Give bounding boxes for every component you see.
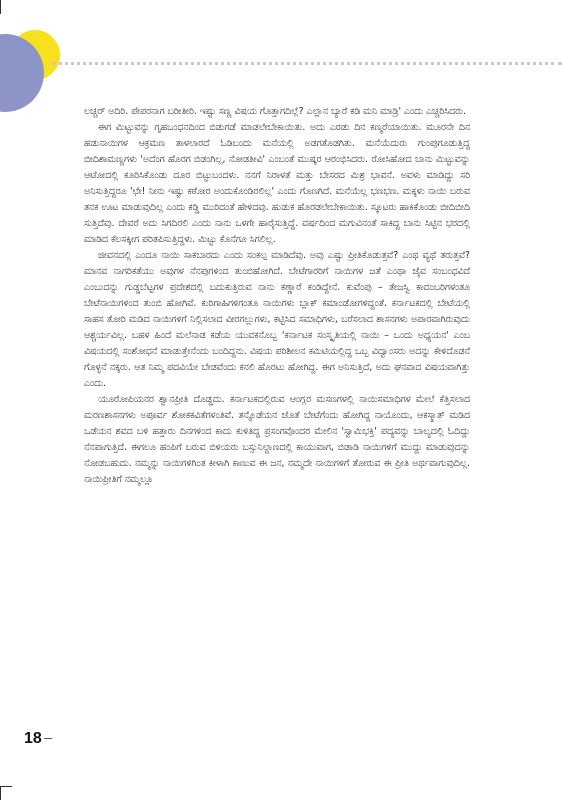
paragraph-3: ಜೀವನದಲ್ಲಿ ಎಂದೂ ನಾಯಿ ಸಾಕಬಾರದು ಎಂದು ಸಂಕಲ್ಪ ಮಾಡಿದೆವು. ಅವು ಎಷ್ಟು ಪ್ರೀತಿಕೊಡುತ್ತವೆ? ಎಂಥ ವ್ಯಥೆ ತರುತ್ತವೆ? ಮಾನವ ನಾಗರಿಕತೆಯು ಅವುಗಳ ನೆನಪುಗಳಿಂದ ತುಂಬಿಹೋಗಿದೆ. ಬೇಟೆಗಾರರಿಗೆ ನಾಯಿಗಳ ಜತೆ ಎಂಥಾ ಜೈವ ಸಂಬಂಧವಿದೆ ಎಂಬುದನ್ನು ಗುಡ್ಡಬೆಟ್ಟಗಳ ಪ್ರದೇಶದಲ್ಲಿ ಬದುಕುತ್ತಿರುವ ನಾನು ಕಣ್ಣಾರೆ ಕಂಡಿದ್ದೇನೆ. ಕುವೆಂಪು – ತೇಜಸ್ವಿ ಕಾದಂಬರಿಗಳಂತೂ ಬೇಟೆನಾಯಿಗಳಿಂದ ತುಂಬಿ ಹೋಗಿವೆ. ಕುರಿಗಾಹಿಗಳಿಗಂತೂ ನಾಯಿಗಳು ಬ್ಲಾಕ್ ಕಮಾಂಡೋಗಳಿದ್ದಂತೆ. ಕರ್ನಾಟಕದಲ್ಲಿ ಬೇಟೆಯಲ್ಲಿ ಸಾಹಸ ತೋರಿ ಮಡಿದ ನಾಯಿಗಳಿಗೆ ನಿಲ್ಲಿಸಲಾದ ವೀರಗಲ್ಲುಗಳು, ಕಟ್ಟಿಸಿದ ಸಮಾಧಿಗಳು, ಬರೆಸಲಾದ ಶಾಸನಗಳು ಅಪಾರವಾಗಿರುವುದು ಆಶ್ಚರ್ಯವಿಲ್ಲ. ಬಹಳ ಹಿಂದೆ ಮಲೆನಾಡ ಕಡೆಯ ಯುವಕನೊಬ್ಬ 'ಕರ್ನಾಟಕ ಸಂಸ್ಕೃತಿಯಲ್ಲಿ ನಾಯಿ – ಒಂದು ಅಧ್ಯಯನ' ಎಂಬ ವಿಷಯದಲ್ಲಿ ಸಂಶೋಧನೆ ಮಾಡುತ್ತೇನೆಂದು ಬಂದಿದ್ದನು. ವಿಷಯ ಪರಿಶೀಲನ ಕಮಿಟಿಯಲ್ಲಿದ್ದ ಒಬ್ಬ ವಿದ್ವಾಂಸರು ಅದನ್ನು ಕೇಳಿದೊಡನೆ ಗೊಳ್ಳನೆ ನಕ್ಕರು. ಆತ ನಿಮ್ಮ ಪದವಿಯೇ ಬೇಡವೆಂದು ಕನಲಿ ಹೊರಟು ಹೋಗಿದ್ದ. ಈಗ ಅನಿಸುತ್ತಿದೆ, ಅದು ಘನವಾದ ವಿಷಯವಾಗಿತ್ತು ಎಂದು. [84, 250, 470, 389]
crop-mark-bottom-horizontal [0, 786, 12, 787]
page-number: 18 [24, 730, 42, 747]
page-number-rule [44, 738, 52, 739]
paragraph-2: ಈಗ ಮಿಟ್ಟುವನ್ನು ಗೃಹಬಂಧನದಿಂದ ಬಿಡುಗಡೆ ಮಾಡಲೇಬೇಕಾಯಿತು. ಅದು ಎರಡು ದಿನ ಕಣ್ಮರೆಯಾಯಿತು. ಮೂರನೇ ದಿನ ಹಡುನಾಯಿಗಳ ಆಕ್ರಮಣ ತಾಳಲಾರದೆ ಓಡಿಬಂದು ಮನೆಯಲ್ಲಿ ಅಡಗತೊಡಗಿತು. ಮನೆಯೆದುರು ಗುಂಪುಗೂಡುತ್ತಿದ್ದ ಬೀದಿಶಾಮಣ್ಣಗಳು 'ಅದೆಂಗ ಹೊರಗ ಬಿಡಂಗಿಲ್ಲ, ನೋಡತೀವಿ' ಎಂಬಂತೆ ಮುಷ್ಕರ ಆರಂಭಿಸಿದರು. ರೋಸಿಹೋದ ಬಾನು ಮಿಟ್ಟುವನ್ನು ಆಟೋದಲ್ಲಿ ಕೂರಿಸಿಕೊಂಡು ದೂರ ಬಿಟ್ಟುಬಂದಳು. ನನಗೆ ನಿರಾಳತೆ ಮತ್ತು ಬೇಸರದ ಮಿಶ್ರ ಭಾವನೆ. ಅವಳು ಮಾಡಿದ್ದು ಸರಿ ಅನಿಸುತ್ತಿದ್ದರೂ 'ಛೇ! ನೀನು ಇಷ್ಟು ಕಠೋರ ಅಂದುಕೊಂಡಿರಲಿಲ್ಲ' ಎಂದು ಗೊಣಗಿದೆ. ಮನೆಯೆಲ್ಲ ಭಣಭಣ. ಮಕ್ಕಳು ನಾಯಿ ಬರುವ ತನಕ ಊಟ ಮಾಡುವುದಿಲ್ಲ ಎಂದು ಕಡ್ಡಿ ಮುರಿದಂತೆ ಹೇಳಿದವು. ಹುಡುಕ ಹೊರಡಲೇಬೇಕಾಯಿತು. ಸ್ಕೂಟರು ಹಾಕಿಕೊಂಡು ಬೀದಿಬೀದಿ ಸುತ್ತಿದೆವು. ದೇವರೆ ಅದು ಸಿಗದಿರಲಿ ಎಂದು ನಾನು ಒಳಗೇ ಹಾರೈಸುತ್ತಿದ್ದೆ. ವರ್ಷದಿಂದ ಮಗುವಿನಂತೆ ಸಾಕಿದ್ದ ಬಾನು ಸಿಟ್ಟಿನ ಭರದಲ್ಲಿ ಮಾಡಿದ ಕೆಲಸಕ್ಕೀಗ ಪರಿತಪಿಸುತ್ತಿದ್ದಳು. ಮಿಟ್ಟು ಕೊನೆಗೂ ಸಿಗಲಿಲ್ಲ. [84, 122, 470, 245]
body-text [84, 104, 470, 488]
header-dotted-rule [52, 62, 562, 65]
crop-mark-bottom-vertical [0, 786, 1, 800]
paragraph-4: ಯೂರೋಪಿಯನರ ಶ್ವಾನಪ್ರೀತಿ ದೊಡ್ಡದು. ಕರ್ನಾಟಕದಲ್ಲಿರುವ ಆಂಗ್ಲರ ಮಸಣಗಳಲ್ಲಿ ನಾಯಿಸಮಾಧಿಗಳ ಮೇಲೆ ಕೆತ್ತಿಸಲಾದ ಮರಣಶಾಸನಗಳು ಅಪೂರ್ವ ಶೋಕಕವಿತೆಗಳಂತಿವೆ. ತನ್ನೊಡೆಯನ ಜೊತೆ ಬೇಟೆಗೆಂದು ಹೋಗಿದ್ದ ನಾಯೊಂದು, ಆಕಸ್ಮಾತ್ ಮಡಿದ ಒಡೆಯನ ಶವದ ಬಳಿ ಹತ್ತಾರು ದಿನಗಳಿಂದ ಕಾದು ಕುಳಿತಿದ್ದ ಪ್ರಸಂಗವೊಂದರ ಮೇಲಿನ 'ಸ್ವಾಮಿಭಕ್ತಿ' ಪದ್ಯವನ್ನು ಬಾಲ್ಯದಲ್ಲಿ ಓದಿದ್ದು ನೆನಪಾಗುತ್ತಿದೆ. ಈಗಲೂ ಹಂಪಿಗೆ ಬರುವ ಬಿಳಿಯರು ಬಸ್ಸುನಿಲ್ದಾಣದಲ್ಲಿ ಕಾಯುವಾಗ, ಬಿಡಾಡಿ ನಾಯಿಗಳಿಗೆ ಮುದ್ದು ಮಾಡುವುದನ್ನು ನೋಡಬಹುದು. ನಮ್ಮನ್ನು ನಾಯಿಗಳಿಗಿಂತ ಕೀಳಾಗಿ ಕಾಣುವ ಈ ಜನ, ನಮ್ಮದೇ ನಾಯಿಗಳಿಗೆ ತೋರುವ ಈ ಪ್ರೀತಿ ಅರ್ಥವಾಗುವುದಿಲ್ಲ. ನಾಯಿಪ್ರೀತಿಗೆ ನಮ್ಮಲ್ಲೂ [84, 394, 470, 485]
crop-mark-top [0, 0, 1, 14]
paragraph-1: ಲಚ್ಚರ್ ಅದಿರಿ. ಪೇಪರನಾಗ ಬರೀತೀರಿ. ಇಷ್ಟು ಸಣ್ಣ ವಿಷಯ ಗೊತ್ತಾಗದಿಲ್ಲೆ? ಎಲ್ಲಾನ ಬ್ಯಾರೆ ಕಡಿ ಮನಿ ಮಾಡ್ರಿ' ಎಂದು ಎಚ್ಚರಿಸಿದರು. [84, 106, 466, 117]
